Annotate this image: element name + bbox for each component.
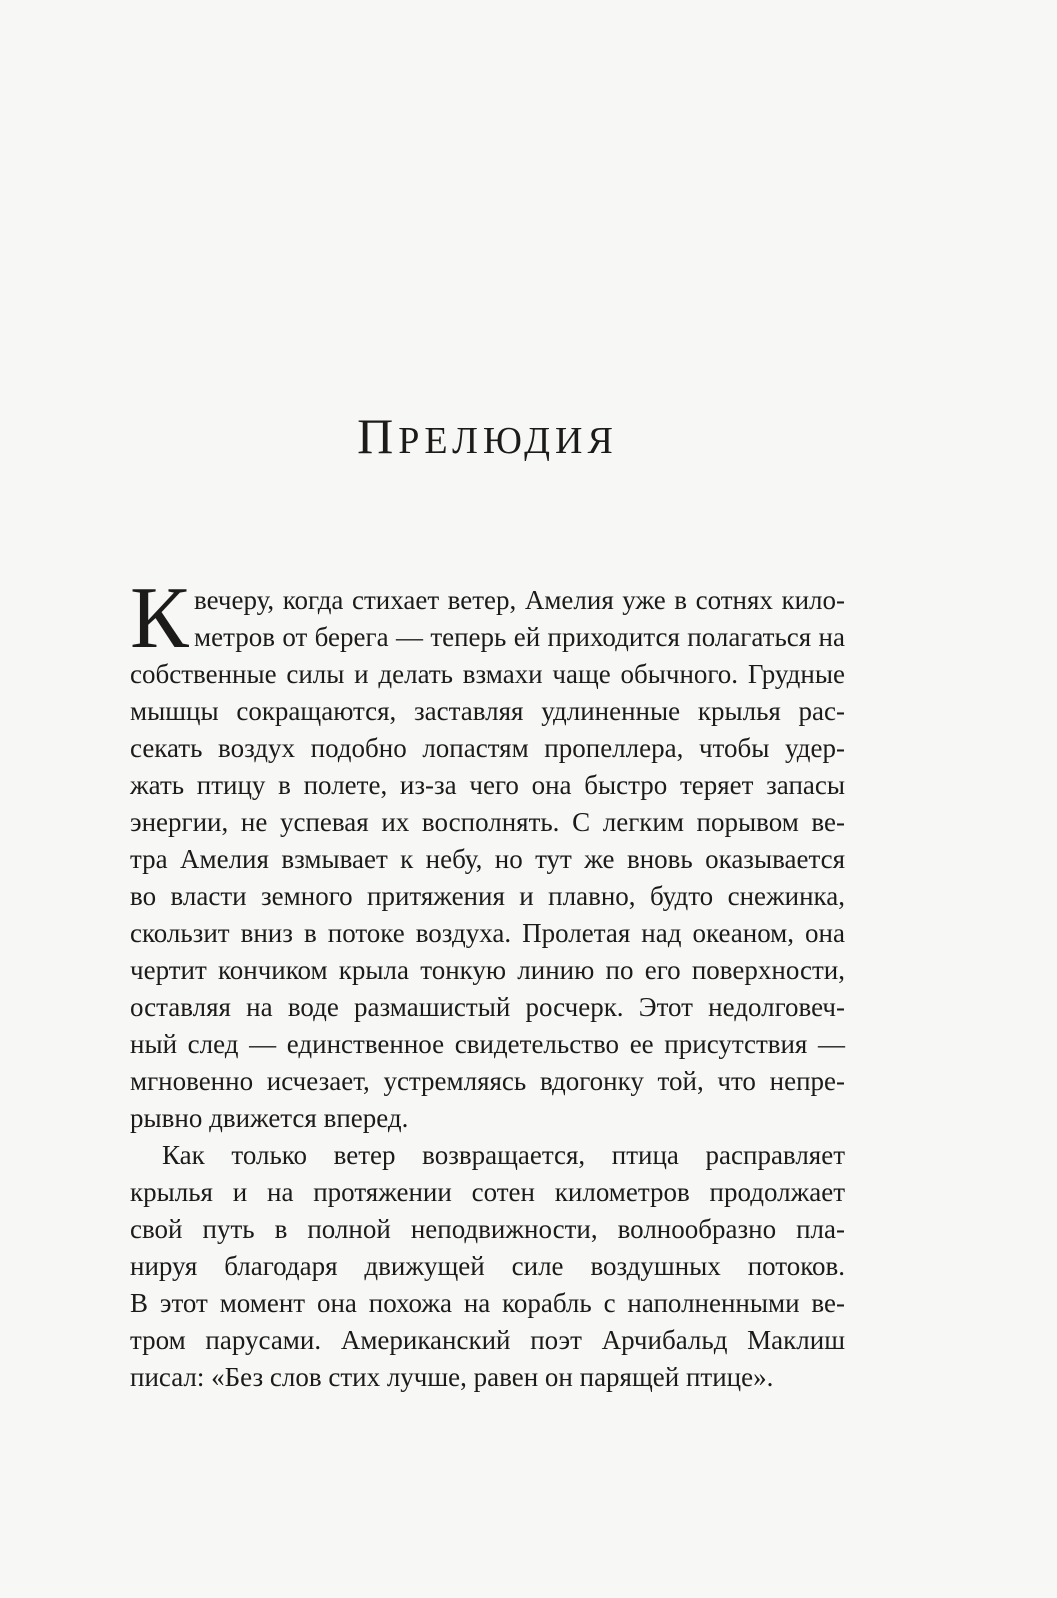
paragraph [130,570,845,1137]
body-text [130,570,845,1396]
text-line: В этот момент она похожа на корабль с наполненными ве- [130,1288,845,1318]
text-line: скользит вниз в потоке воздуха. Пролетая над океаном, она [130,918,845,948]
drop-cap: К [130,570,189,667]
text-line: Квечеру, когда стихает ветер, Амелия уже в сотнях кило- [130,570,845,667]
text-line: рывно движется вперед. [130,1103,409,1133]
chapter-title-rest: РЕЛЮДИЯ [398,420,618,462]
text-line: секать воздух подобно лопастям пропеллера, чтобы удер- [130,733,845,763]
text-line: чертит кончиком крыла тонкую линию по его поверхности, [130,955,845,985]
chapter-title [130,408,845,464]
text-line: мгновенно исчезает, устремляясь вдогонку той, что непре- [130,1066,845,1096]
text-line: тром парусами. Американский поэт Арчибальд Маклиш [130,1325,845,1355]
text-line: Как только ветер возвращается, птица расправляет [162,1140,845,1170]
text-line: крылья и на протяжении сотен километров продолжает [130,1177,845,1207]
text-line: тра Амелия взмывает к небу, но тут же вновь оказывается [130,844,845,874]
text-line: нируя благодаря движущей силе воздушных потоков. [130,1251,845,1281]
text-line: ный след — единственное свидетельство ее присутствия — [130,1029,845,1059]
text-line: энергии, не успевая их восполнять. С легким порывом ве- [130,807,845,837]
text-line: писал: «Без слов стих лучше, равен он парящей птице». [130,1362,774,1392]
paragraph [130,1137,845,1396]
text-line: собственные силы и делать взмахи чаще обычного. Грудные [130,659,845,689]
text-line: мышцы сокращаются, заставляя удлиненные крылья рас- [130,696,845,726]
text-line: во власти земного притяжения и плавно, будто снежинка, [130,881,845,911]
text-line: оставляя на воде размашистый росчерк. Этот недолговеч- [130,992,845,1022]
text-line: метров от берега — теперь ей приходится полагаться на [194,622,845,652]
text-line: жать птицу в полете, из-за чего она быстро теряет запасы [130,770,845,800]
text-line: свой путь в полной неподвижности, волнообразно пла- [130,1214,845,1244]
chapter-title-initial: П [357,408,399,464]
